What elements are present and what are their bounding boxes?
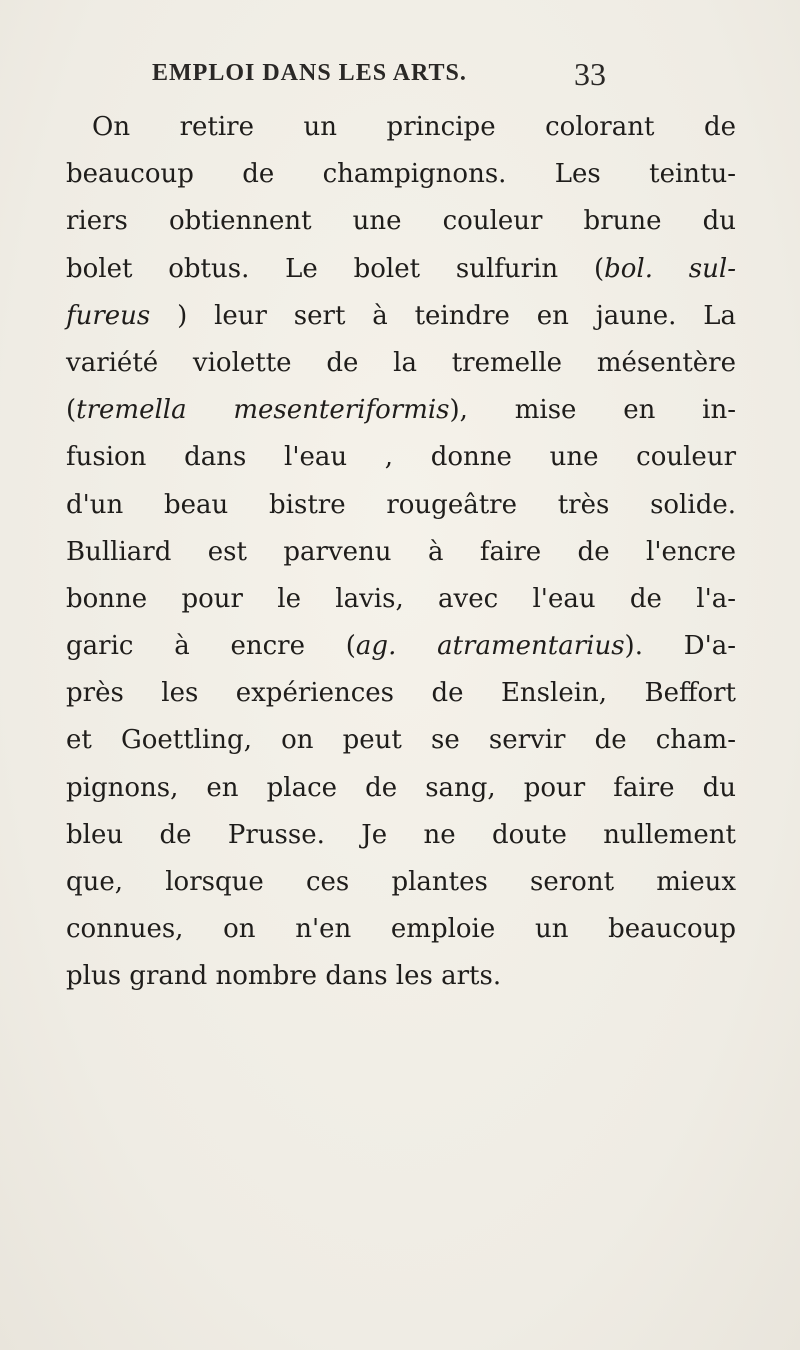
text-line: bolet obtus. Le bolet sulfurin (bol. sul- (66, 253, 736, 284)
text-line: fureus ) leur sert à teindre en jaune. La (66, 300, 737, 331)
text-line: bleu de Prusse. Je ne doute nullement (66, 819, 736, 850)
italic-latin-name: bol. sul- (604, 253, 736, 284)
text-line: riers obtiennent une couleur brune du (66, 206, 736, 237)
text-line: variété violette de la tremelle mésentère (66, 347, 736, 378)
text-line: que, lorsque ces plantes seront mieux (66, 867, 736, 897)
text-line: plus grand nombre dans les arts. (66, 961, 502, 992)
text-line: beaucoup de champignons. Les teintu- (66, 159, 736, 190)
italic-latin-name: ag. atramentarius (355, 631, 625, 662)
text-line: fusion dans l'eau , donne une couleur (66, 442, 736, 473)
running-head (0, 56, 800, 96)
text-line: (tremella mesenteriformis), mise en in- (66, 395, 736, 426)
text-line: garic à encre (ag. atramentarius). D'a- (66, 631, 737, 662)
body-paragraph (66, 104, 736, 1001)
text-line: pignons, en place de sang, pour faire du (66, 772, 736, 803)
text-line: et Goettling, on peut se servir de cham- (66, 725, 736, 756)
text-line: On retire un principe colorant de (92, 112, 736, 142)
text-line: Bulliard est parvenu à faire de l'encre (66, 536, 736, 567)
text-line: près les expériences de Enslein, Beffort (66, 678, 736, 709)
text-line: bonne pour le lavis, avec l'eau de l'a- (66, 583, 736, 614)
text-line: d'un beau bistre rougeâtre très solide. (66, 489, 736, 520)
italic-latin-name: tremella mesenteriformis (76, 395, 450, 426)
page-number: 33 (574, 56, 606, 92)
italic-latin-name: fureus (66, 300, 151, 331)
running-title: EMPLOI DANS LES ARTS. (152, 60, 467, 86)
text-line: connues, on n'en emploie un beaucoup (66, 914, 736, 945)
